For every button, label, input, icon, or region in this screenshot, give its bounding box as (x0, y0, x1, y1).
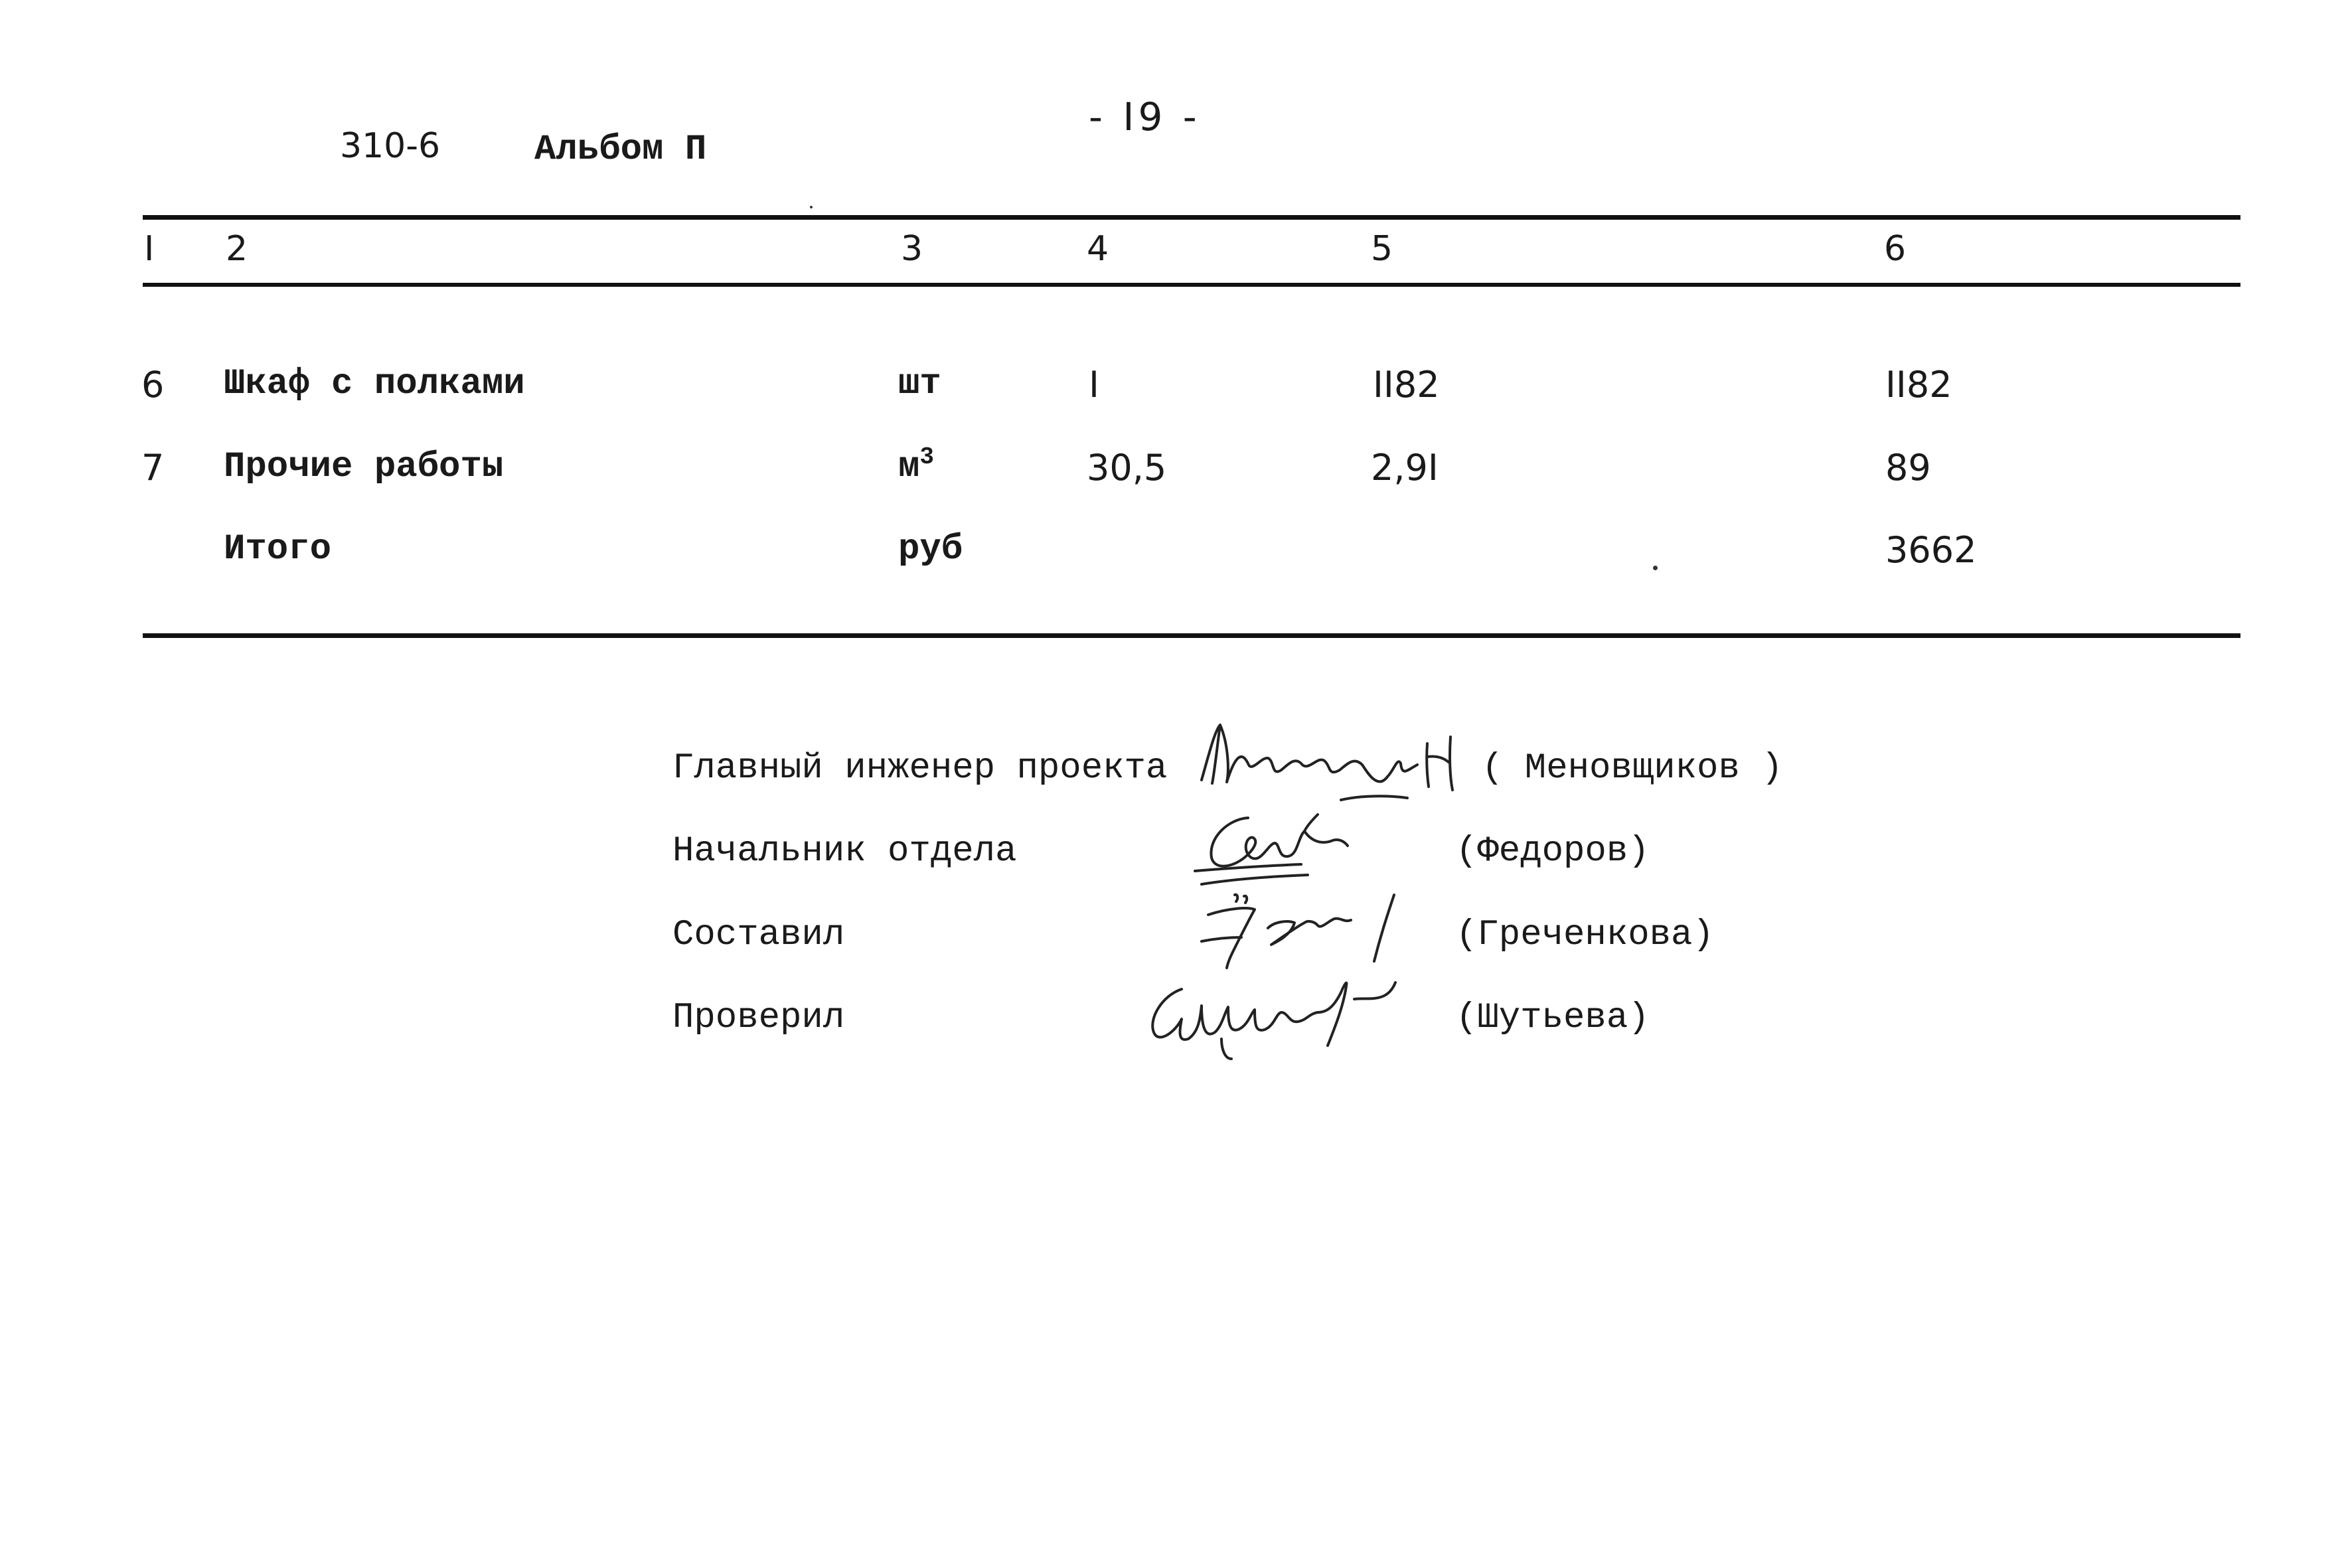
item-price: 2,9I (1371, 447, 1439, 489)
column-number-6: 6 (1884, 229, 1907, 269)
item-total: II82 (1885, 364, 1952, 406)
row-number: 7 (141, 447, 165, 489)
item-quantity: 30,5 (1087, 447, 1167, 489)
signatory-title: Проверил (672, 998, 845, 1038)
item-name: Шкаф с полками (224, 364, 525, 404)
table-bottom-rule (143, 633, 2240, 638)
item-total: 89 (1885, 447, 1931, 489)
print-speck (1653, 566, 1658, 570)
item-unit: м (898, 447, 920, 487)
item-total: 3662 (1885, 529, 1977, 571)
item-unit-exponent: 3 (919, 443, 935, 471)
column-number-1: I (144, 229, 155, 269)
item-unit: шт (898, 364, 941, 404)
column-number-4: 4 (1087, 229, 1109, 269)
signatory-name: (Федоров) (1456, 831, 1650, 872)
handwritten-signature (1135, 966, 1414, 1065)
page-number: - I9 - (1089, 94, 1201, 139)
row-number: 6 (141, 364, 165, 406)
signatory-name: ( Меновщиков ) (1482, 748, 1783, 789)
item-name: Итого (224, 529, 332, 570)
item-name: Прочие работы (224, 447, 504, 487)
column-number-5: 5 (1371, 229, 1393, 269)
print-speck (810, 206, 813, 208)
signatory-title: Начальник отдела (672, 831, 1017, 872)
column-number-3: 3 (901, 229, 923, 269)
album-label: Альбом П (534, 129, 707, 170)
column-number-2: 2 (226, 229, 248, 269)
signatory-name: (Греченкова) (1456, 915, 1714, 955)
table-top-rule (143, 215, 2240, 220)
signatory-name: (Шутьева) (1456, 998, 1650, 1038)
handwritten-signature (1188, 717, 1480, 810)
signatory-title: Главный инженер проекта (672, 748, 1168, 789)
item-quantity: I (1089, 364, 1099, 406)
item-price: II82 (1373, 364, 1440, 406)
document-code: 310-6 (340, 126, 441, 166)
signatory-title: Составил (672, 915, 845, 955)
table-header-rule (143, 283, 2240, 287)
item-unit: руб (898, 529, 963, 570)
item-unit-wrapper (898, 443, 935, 487)
